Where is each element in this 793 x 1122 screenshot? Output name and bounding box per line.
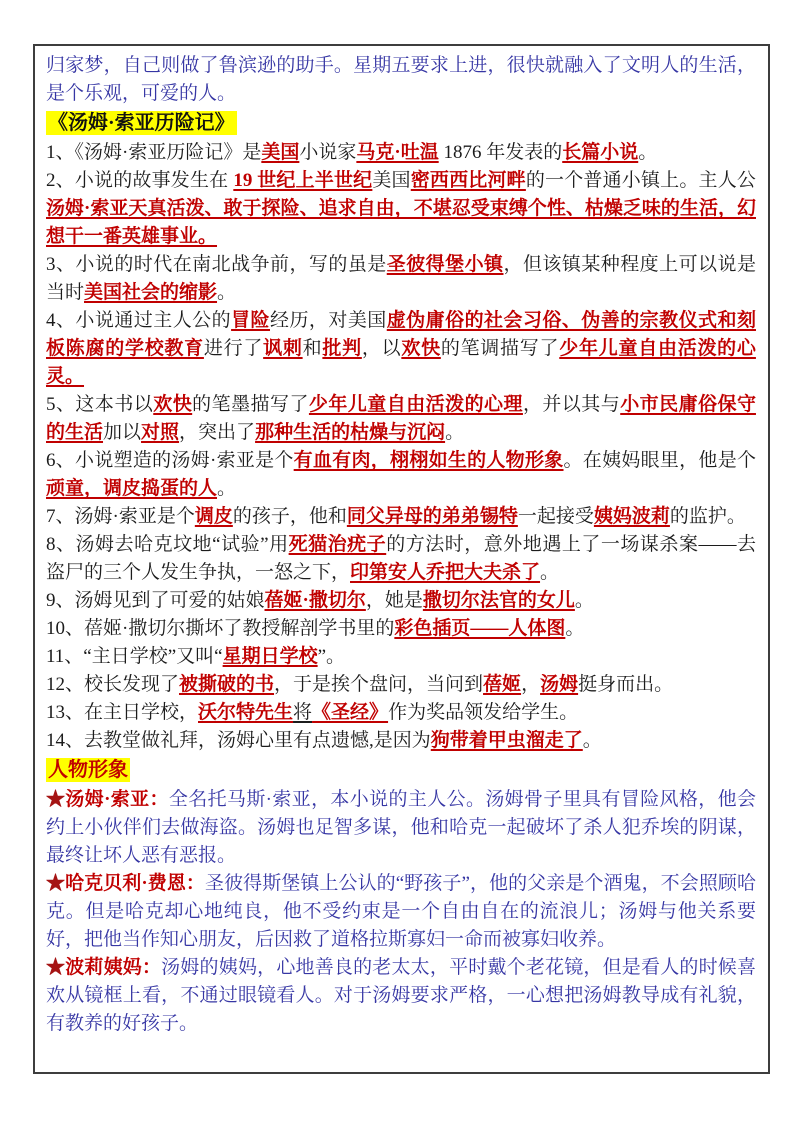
note-item-6 xyxy=(46,447,756,503)
body-text: 6、小说塑造的汤姆·索亚是个 xyxy=(46,450,294,471)
body-text: ”。 xyxy=(317,646,346,667)
body-text: 4、小说通过主人公的 xyxy=(46,310,232,331)
body-text: 美国 xyxy=(372,170,411,191)
note-item-12 xyxy=(46,671,756,699)
emphasis-red-text: 美国 xyxy=(261,142,300,163)
emphasis-red-text: 圣彼得堡小镇 xyxy=(386,254,504,275)
emphasis-red-text: 少年儿童自由活泼的心灵。 xyxy=(46,338,756,387)
body-text: 。 xyxy=(445,422,465,443)
body-text: 。 xyxy=(638,142,658,163)
book-title-highlight: 《汤姆·索亚历险记》 xyxy=(48,112,235,134)
body-text: 1876 年发表的 xyxy=(438,142,563,163)
emphasis-red-text: 冒险 xyxy=(231,310,270,331)
body-text: 小说家 xyxy=(299,142,357,163)
body-text: ，她是 xyxy=(365,590,423,611)
body-text: 8、汤姆去哈克坟地“试验”用 xyxy=(46,534,289,555)
note-item-2 xyxy=(46,167,756,251)
body-text: 的一个普通小镇上。主人公 xyxy=(525,170,756,191)
numbered-notes-list xyxy=(46,139,756,755)
body-text: 作为奖品领发给学生。 xyxy=(388,702,579,723)
document-page xyxy=(33,44,770,1074)
emphasis-red-text: 狗带着甲虫溜走了 xyxy=(430,730,583,751)
characters-heading xyxy=(46,755,756,786)
emphasis-red-text: 少年儿童自由活泼的心理 xyxy=(308,394,523,415)
body-text: 9、汤姆见到了可爱的姑娘 xyxy=(46,590,265,611)
body-text: 。 xyxy=(582,730,602,751)
body-text: 3、小说的时代在南北战争前，写的虽是 xyxy=(46,254,387,275)
body-text: 的监护。 xyxy=(669,506,746,527)
character-name: 波莉姨妈： xyxy=(65,957,162,978)
body-text: 14、去教堂做礼拜，汤姆心里有点遗憾,是因为 xyxy=(46,730,431,751)
body-text: ，以 xyxy=(361,338,402,359)
body-text: 。在姨妈眼里，他是个 xyxy=(563,450,756,471)
emphasis-red-text: 密西西比河畔 xyxy=(410,170,526,191)
body-text: 。 xyxy=(574,590,594,611)
emphasis-red-text: 《圣经》 xyxy=(312,702,389,723)
character-description: 汤姆的姨妈，心地善良的老太太，平时戴个老花镜，但是看人的时候喜欢从镜框上看，不通过眼镜看人。对于汤姆要求严格，一心想把汤姆教导成有礼貌，有教养的好孩子。 xyxy=(46,957,756,1034)
body-text: 11、“主日学校”又叫“ xyxy=(46,646,223,667)
body-text: 经历，对美国 xyxy=(270,310,387,331)
emphasis-red-text: 马克·吐温 xyxy=(356,142,439,163)
emphasis-red-text: 讽刺 xyxy=(263,338,303,359)
body-text: ，突出了 xyxy=(179,422,256,443)
emphasis-red-text: 印第安人乔把大夫杀了 xyxy=(350,562,541,583)
emphasis-red-text: 死猫治疣子 xyxy=(288,534,387,555)
emphasis-red-text: 虚伪庸俗的社会习俗、伪善的宗教仪式和刻板陈腐的学校教育 xyxy=(46,310,756,359)
emphasis-red-text: 沃尔特先生 xyxy=(198,702,294,723)
body-text: 1、《汤姆·索亚历险记》是 xyxy=(46,142,262,163)
body-text: 。 xyxy=(217,282,237,303)
note-item-1 xyxy=(46,139,756,167)
note-item-4 xyxy=(46,307,756,391)
emphasis-red-text: 调皮 xyxy=(194,506,233,527)
body-text: 7、汤姆·索亚是个 xyxy=(46,506,195,527)
note-item-3 xyxy=(46,251,756,307)
character-name: 汤姆·索亚： xyxy=(65,789,169,810)
character-item-3 xyxy=(46,954,756,1038)
note-item-5 xyxy=(46,391,756,447)
body-text: ，于是挨个盘问，当问到 xyxy=(274,674,484,695)
body-text: 10、蓓姬·撒切尔撕坏了教授解剖学书里的 xyxy=(46,618,395,639)
note-item-8 xyxy=(46,531,756,587)
emphasis-red-text: 被撕破的书 xyxy=(179,674,275,695)
body-text-underlined: 将 xyxy=(293,702,313,723)
star-icon: ★ xyxy=(46,789,66,810)
emphasis-red-text: 欢快 xyxy=(401,338,441,359)
body-text: 2、小说的故事发生在 xyxy=(46,170,234,191)
emphasis-red-text: 蓓姬 xyxy=(483,674,522,695)
emphasis-red-text: 彩色插页——人体图 xyxy=(394,618,566,639)
emphasis-red-text: 对照 xyxy=(141,422,180,443)
emphasis-red-text: 汤姆·索亚天真活泼、敢于探险、追求自由，不堪忍受束缚个性、枯燥乏味的生活，幻想干一番英雄事业。 xyxy=(46,198,756,247)
body-text: 的笔调描写了 xyxy=(440,338,560,359)
body-text: 一起接受 xyxy=(517,506,594,527)
character-name: 哈克贝利·费恩： xyxy=(65,873,205,894)
character-profiles xyxy=(46,786,756,1038)
body-text: 5、这本书以 xyxy=(46,394,154,415)
emphasis-red-text: 蓓姬·撒切尔 xyxy=(264,590,366,611)
intro-paragraph: 归家梦，自己则做了鲁滨逊的助手。星期五要求上进，很快就融入了文明人的生活，是个乐观，可爱的人。 xyxy=(46,55,756,104)
star-icon: ★ xyxy=(46,957,66,978)
body-text: 。 xyxy=(540,562,560,583)
body-text: 。 xyxy=(217,478,237,499)
body-text: 和 xyxy=(302,338,323,359)
note-item-14 xyxy=(46,727,756,755)
character-description: 全名托马斯·索亚，本小说的主人公。汤姆骨子里具有冒险风格，他会约上小伙伴们去做海盗。汤姆也足智多谋，他和哈克一起破坏了杀人犯乔埃的阴谋，最终让坏人恶有恶报。 xyxy=(46,789,756,866)
note-item-11 xyxy=(46,643,756,671)
note-item-7 xyxy=(46,503,756,531)
emphasis-red-text: 顽童，调皮捣蛋的人 xyxy=(46,478,218,499)
emphasis-red-text: 小市民庸俗保守的生活 xyxy=(46,394,756,443)
note-item-10 xyxy=(46,615,756,643)
characters-title-highlight: 人物形象 xyxy=(48,759,128,781)
emphasis-red-text: 星期日学校 xyxy=(222,646,318,667)
character-item-2 xyxy=(46,870,756,954)
emphasis-red-text: 19 世纪上半世纪 xyxy=(233,170,373,191)
emphasis-red-text: 欢快 xyxy=(153,394,193,415)
note-item-13 xyxy=(46,699,756,727)
emphasis-red-text: 美国社会的缩影 xyxy=(84,282,218,303)
emphasis-red-text: 有血有肉，栩栩如生的人物形象 xyxy=(293,450,564,471)
emphasis-red-text: 同父异母的弟弟锡特 xyxy=(346,506,518,527)
character-item-1 xyxy=(46,786,756,870)
body-text: 挺身而出。 xyxy=(578,674,674,695)
body-text: 。 xyxy=(565,618,585,639)
body-text: 的方法时，意外地遇上了一场谋杀案——去盗尸的三个人发生争执，一怒之下， xyxy=(46,534,756,583)
emphasis-red-text: 批判 xyxy=(322,338,362,359)
body-text: 12、校长发现了 xyxy=(46,674,180,695)
emphasis-red-text: 撒切尔法官的女儿 xyxy=(422,590,575,611)
body-text: 进行了 xyxy=(203,338,264,359)
body-text: ， xyxy=(521,674,541,695)
book-title-heading xyxy=(46,108,756,139)
note-item-9 xyxy=(46,587,756,615)
character-description: 圣彼得斯堡镇上公认的“野孩子”，他的父亲是个酒鬼，不会照顾哈克。但是哈克却心地纯良，他不受约束是一个自由自在的流浪儿；汤姆与他关系要好，把他当作知心朋友，后因救了道格拉斯寡妇一命而被寡妇收养。 xyxy=(46,873,756,950)
body-text: 加以 xyxy=(103,422,142,443)
emphasis-red-text: 长篇小说 xyxy=(562,142,639,163)
body-text: ，但该镇某种程度上可以说是当时 xyxy=(46,254,756,303)
body-text: 的笔墨描写了 xyxy=(192,394,309,415)
body-text: 13、在主日学校， xyxy=(46,702,199,723)
emphasis-red-text: 那种生活的枯燥与沉闷 xyxy=(255,422,446,443)
emphasis-red-text: 姨妈波莉 xyxy=(593,506,670,527)
body-text: ，并以其与 xyxy=(522,394,621,415)
body-text: 的孩子，他和 xyxy=(232,506,347,527)
emphasis-red-text: 汤姆 xyxy=(540,674,579,695)
star-icon: ★ xyxy=(46,873,66,894)
